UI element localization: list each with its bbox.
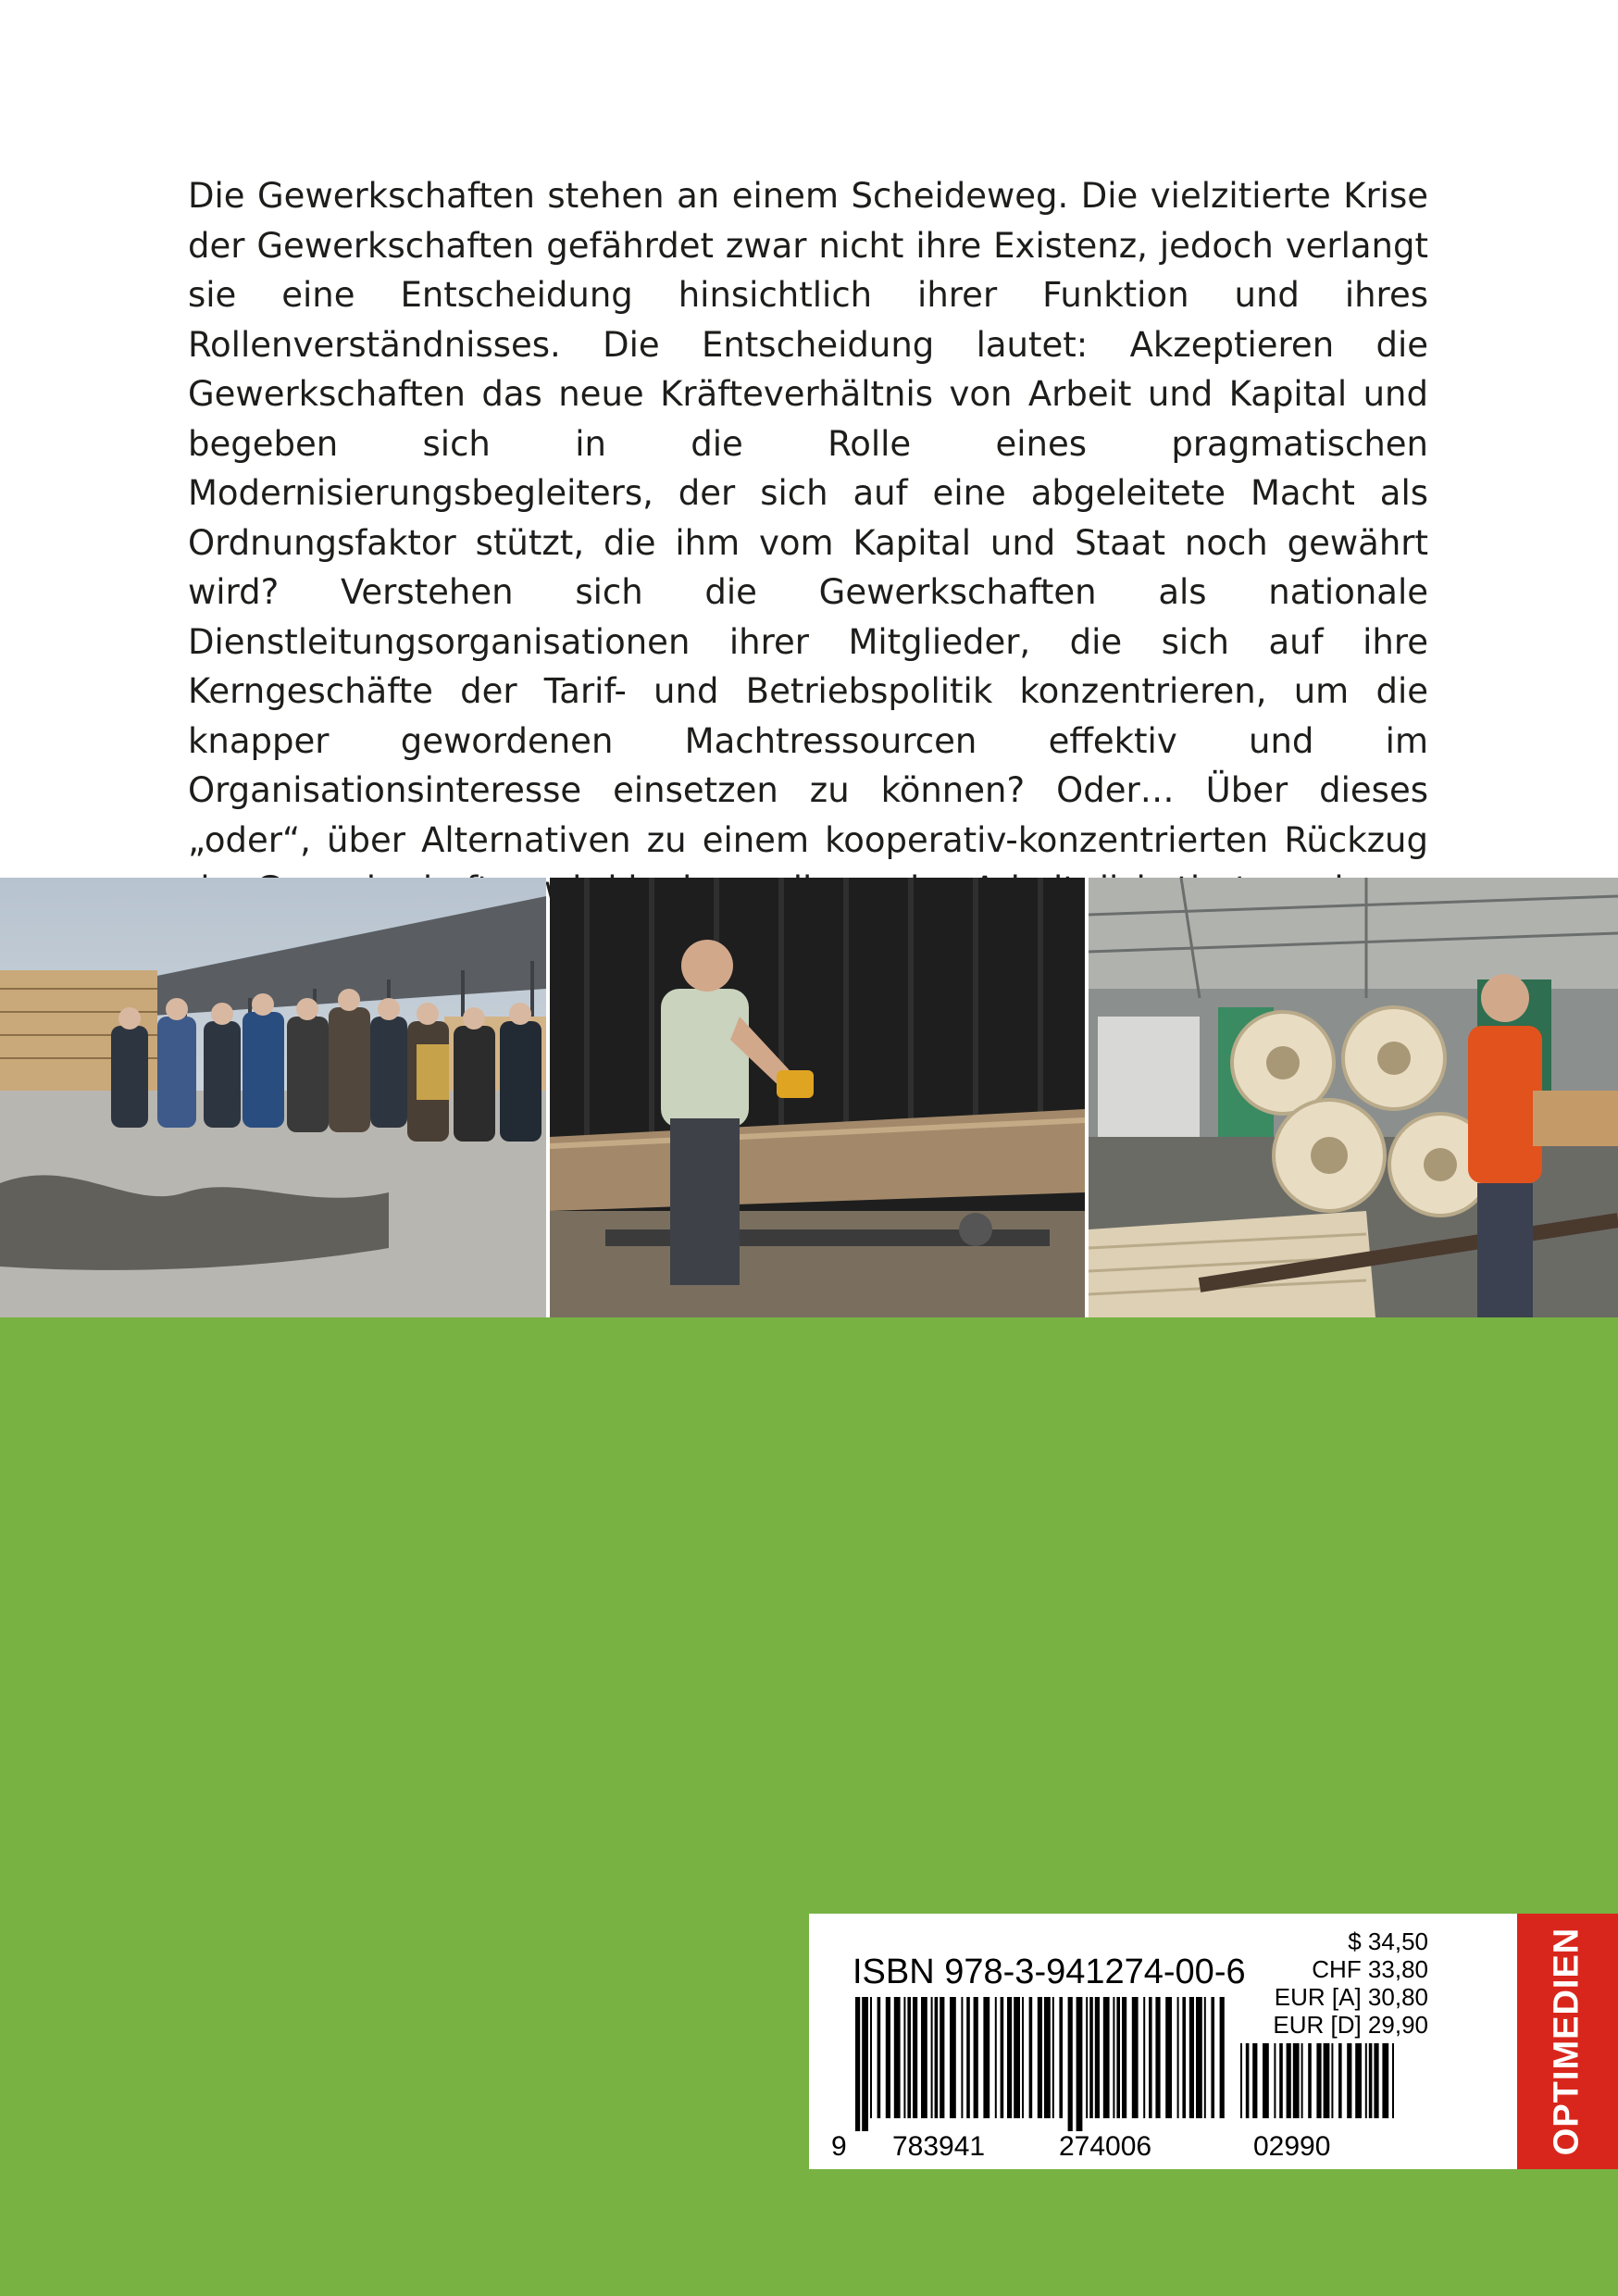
barcode-bar [1116,1997,1120,2118]
barcode-bar [1095,1997,1100,2118]
price-usd: $ 34,50 [1348,1928,1428,1955]
barcode-bar [1113,1997,1114,2118]
barcode-bar [870,1997,872,2118]
barcode-bar [1365,2043,1367,2118]
price-eur-d: EUR [D] 29,90 [1273,2011,1428,2039]
barcode-bar [1103,1997,1110,2118]
barcode-bar [913,1997,917,2118]
barcode-bar [995,1997,997,2118]
barcode-bar [1132,1997,1139,2118]
barcode-bar [1211,1997,1214,2118]
barcode-bar [1301,2043,1303,2118]
barcode-bar [1086,1997,1088,2118]
barcode-bar [1059,1997,1063,2118]
barcode-bar [1077,1997,1083,2131]
barcode-bar [966,1997,970,2118]
barcode-bar [1044,1997,1051,2118]
barcode-bar [931,1997,933,2118]
barcode-bar [1149,1997,1152,2118]
isbn-label: ISBN 978-3-941274-00-6 [853,1953,1246,1991]
barcode-bar [1022,1997,1024,2118]
barcode-bar [1196,1997,1202,2118]
photo-strip [0,878,1618,1317]
barcode-bar [903,1997,905,2118]
barcode-bar [1165,1997,1172,2118]
barcode-bar [1252,2043,1257,2118]
barcode-bar [974,1997,978,2118]
barcode-bar [940,1997,944,2118]
barcode-bar [983,1997,989,2118]
barcode-bar [1279,2043,1283,2118]
barcode-bar [1029,1997,1033,2118]
barcode-bar [1274,2043,1276,2118]
barcode-bar [1089,1997,1093,2118]
barcode-bar [1177,1997,1179,2118]
barcode-bar [961,1997,963,2118]
addon-barcode [1240,2043,1398,2131]
photo-veneer-factory [1089,878,1618,1317]
barcode-bar [935,1997,939,2118]
barcode-bar [1263,2043,1269,2118]
photo-worker-sanding-log [550,878,1085,1317]
barcode-bar [1182,1997,1186,2118]
barcode-digits-left: 783941 [892,2131,986,2162]
barcode-bar [1007,1997,1012,2118]
barcode-bar [1347,2043,1351,2118]
barcode-bar [1122,1997,1126,2118]
barcode-bar [1155,1997,1160,2118]
barcode-bar [894,1997,901,2118]
price-list [1243,1928,1428,2039]
barcode-bar [1189,1997,1194,2118]
barcode-bar [1308,2043,1312,2118]
barcode-bar [1287,2043,1291,2118]
barcode-bar [1324,2043,1330,2118]
barcode-bar [1338,2043,1342,2118]
barcode-bar [1143,1997,1145,2118]
price-eur-a: EUR [A] 30,80 [1274,1983,1428,2011]
barcode-bar [1068,1997,1073,2131]
publisher-tab [1517,1914,1618,2169]
barcode-bar [1240,2043,1242,2118]
barcode-bar [886,1997,890,2118]
barcode-bar [1355,2043,1362,2118]
barcode-bar [1052,1997,1054,2118]
barcode-bar [1392,2043,1394,2118]
barcode-box [809,1914,1517,2169]
barcode-bar [1369,2043,1373,2118]
barcode-digits-right: 274006 [1059,2131,1152,2162]
ean-barcode [855,1997,1226,2131]
barcode-bar [855,1997,860,2131]
barcode-bar [1001,1997,1004,2118]
barcode-bar [1382,2043,1388,2118]
price-chf: CHF 33,80 [1312,1955,1428,1983]
back-cover-blurb: Die Gewerkschaften stehen an einem Scheideweg. Die vielzitierte Krise der Gewerkschaften gefährdet zwar nicht ihre Existenz, jedoch verlangt sie eine Entscheidung hinsichtlich ihrer Funktion und ihres Rollenverständnisses. Die Entscheidung lautet: Akzeptieren die Gewerkschaften das neue Kräfteverhältnis von Arbeit und Kapital und begeben sich in die Rolle eines pragmatischen Modernisierungsbegleiters, der sich auf eine abgeleitete Macht als Ordnungsfaktor stützt, die ihm vom Kapital und Staat noch gewährt wird? Verstehen sich die Gewerkschaften als nationale Dienstleitungsorganisationen ihrer Mitglieder, die sich auf ihre Kerngeschäfte der Tarif- und Betriebspolitik konzentrieren, um die knapper gewordenen Machtressourcen effektiv und im Organisationsinteresse einsetzen zu können? Oder… Über dieses „oder“, über Alternativen zu einem kooperativ-konzentrierten Rückzug [188,176,1428,860]
publisher-logo: OPTIMEDIEN [1547,1927,1587,2156]
barcode-bar [1204,1997,1206,2118]
barcode-bar [1246,2043,1250,2118]
barcode-bar [1038,1997,1042,2118]
barcode-bar [1220,1997,1225,2118]
barcode-bar [1014,1997,1020,2118]
photo-lumber-yard-group [0,878,546,1317]
barcode-bar [907,1997,911,2118]
barcode-bar [1316,2043,1321,2118]
barcode-bar [950,1997,956,2118]
barcode-bar [921,1997,927,2118]
barcode-bar [877,1997,881,2118]
barcode-bar [1331,2043,1333,2118]
barcode-bar [1293,2043,1300,2118]
barcode-bar [1374,2043,1378,2118]
addon-digits: 02990 [1253,2131,1331,2162]
barcode-digit-lead: 9 [831,2131,847,2162]
barcode-bar [862,1997,868,2131]
